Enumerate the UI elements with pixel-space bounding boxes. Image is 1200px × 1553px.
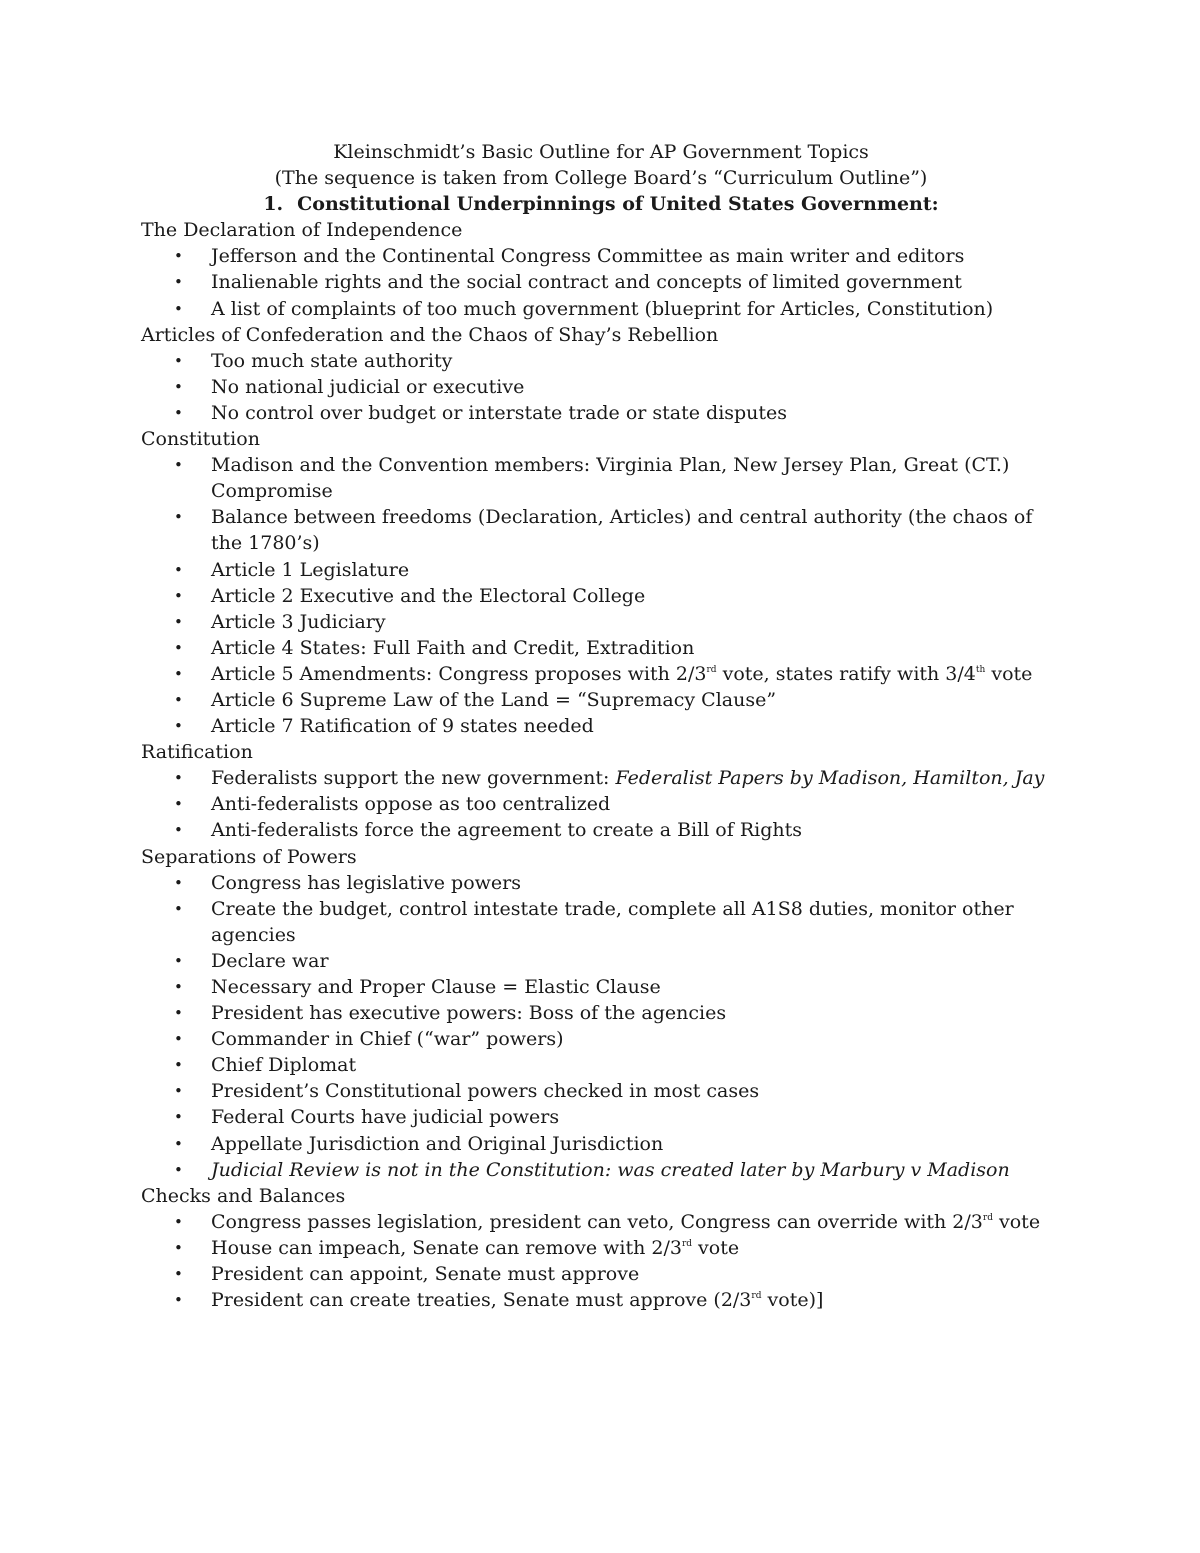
item-text: Chief Diplomat <box>211 1054 357 1077</box>
item-text: Article 7 Ratification of 9 states needed <box>211 715 594 738</box>
item-text: Article 1 Legislature <box>211 558 410 581</box>
bullet-icon: • <box>174 1212 183 1231</box>
item-text: vote <box>692 1236 740 1259</box>
unit-number: 1. <box>263 193 284 216</box>
list-item <box>141 557 1061 583</box>
bullet-icon: • <box>174 978 183 996</box>
section-title: Separations of Powers <box>141 845 357 868</box>
list-item <box>141 661 1061 687</box>
outline-section <box>141 322 1061 426</box>
list-item <box>141 1052 1061 1078</box>
bullet-icon: • <box>174 899 183 918</box>
item-text: Balance between freedoms (Declaration, Articles) and central authority (the chaos of the 1780’s) <box>211 506 1033 555</box>
list-item <box>141 583 1061 609</box>
outline-section <box>141 426 1061 739</box>
list-item <box>141 269 1061 295</box>
list-item <box>141 817 1061 843</box>
list-item <box>141 1026 1061 1052</box>
section-title: The Declaration of Independence <box>141 219 463 242</box>
outline-sections <box>141 217 1061 1313</box>
list-item <box>141 870 1061 896</box>
bullet-icon: • <box>174 717 183 736</box>
item-text: vote)] <box>761 1289 824 1312</box>
item-text: Anti-federalists oppose as too centralized <box>211 793 611 816</box>
item-text: No national judicial or executive <box>211 375 525 398</box>
item-text: Article 5 Amendments: Congress proposes with 2/3 <box>211 662 707 685</box>
bullet-icon: • <box>174 1108 183 1127</box>
bullet-icon: • <box>174 586 183 605</box>
item-text: vote <box>985 662 1033 685</box>
list-item <box>141 1209 1061 1235</box>
item-text: Judicial Review is not in the Constitution: was created later by Marbury v Madison <box>211 1158 1010 1181</box>
document-title: Kleinschmidt’s Basic Outline for AP Government Topics <box>333 141 869 163</box>
bullet-icon: • <box>174 1265 183 1284</box>
item-text: President can appoint, Senate must approve <box>211 1263 640 1286</box>
list-item <box>141 974 1061 1000</box>
list-item <box>141 1104 1061 1130</box>
bullet-icon: • <box>174 456 183 475</box>
item-text: vote <box>992 1210 1041 1233</box>
outline-section <box>141 217 1061 321</box>
bullet-icon: • <box>174 247 183 266</box>
superscript: rd <box>706 664 717 675</box>
bullet-icon: • <box>174 951 183 970</box>
item-text: Anti-federalists force the agreement to create a Bill of Rights <box>211 819 802 842</box>
list-item <box>141 609 1061 635</box>
list-item <box>141 452 1061 504</box>
document-page <box>141 139 1061 1313</box>
item-text: Create the budget, control intestate trade, complete all A1S8 duties, monitor other agencies <box>211 897 1014 946</box>
bullet-icon: • <box>174 377 183 396</box>
bullet-icon: • <box>174 1291 183 1310</box>
item-text: Article 3 Judiciary <box>211 610 386 633</box>
superscript: rd <box>982 1212 993 1223</box>
bullet-icon: • <box>174 1160 183 1179</box>
bullet-icon: • <box>174 795 183 814</box>
bullet-icon: • <box>174 351 183 370</box>
bullet-icon: • <box>174 1056 183 1075</box>
item-text: President can create treaties, Senate must approve (2/3 <box>211 1289 752 1312</box>
list-item <box>141 243 1061 269</box>
item-text: President’s Constitutional powers checked in most cases <box>211 1080 760 1103</box>
item-text: Article 2 Executive and the Electoral College <box>211 584 646 607</box>
bullet-icon: • <box>174 769 183 788</box>
list-item <box>141 1131 1061 1157</box>
list-item <box>141 1157 1061 1183</box>
list-item <box>141 1261 1061 1287</box>
bullet-icon: • <box>174 508 183 527</box>
item-text: Federal Courts have judicial powers <box>211 1106 560 1129</box>
unit-title: Constitutional Underpinnings of United States Government: <box>297 193 939 216</box>
outline-section <box>141 844 1061 1183</box>
list-item <box>141 374 1061 400</box>
bullet-icon: • <box>174 1004 183 1023</box>
list-item <box>141 1000 1061 1026</box>
item-text: Madison and the Convention members: Virginia Plan, New Jersey Plan, Great (CT.) Compromise <box>211 454 1010 503</box>
list-item <box>141 400 1061 426</box>
bullet-list <box>141 1209 1061 1313</box>
bullet-icon: • <box>174 273 183 292</box>
superscript: th <box>975 664 986 675</box>
section-title: Constitution <box>141 428 260 451</box>
item-text: Jefferson and the Continental Congress Committee as main writer and editors <box>211 245 965 268</box>
list-item <box>141 1235 1061 1261</box>
bullet-icon: • <box>174 612 183 631</box>
item-text: President has executive powers: Boss of the agencies <box>211 1002 727 1025</box>
bullet-list <box>141 870 1061 1183</box>
list-item <box>141 713 1061 739</box>
document-header <box>141 139 1061 217</box>
bullet-icon: • <box>174 821 183 840</box>
bullet-icon: • <box>174 1134 183 1153</box>
bullet-icon: • <box>174 690 183 709</box>
bullet-icon: • <box>174 664 183 683</box>
item-text: Article 4 States: Full Faith and Credit, Extradition <box>211 636 695 659</box>
bullet-icon: • <box>174 1082 183 1101</box>
list-item <box>141 1078 1061 1104</box>
bullet-icon: • <box>174 403 183 422</box>
item-text: Declare war <box>211 949 329 972</box>
bullet-icon: • <box>174 873 183 892</box>
outline-section <box>141 1183 1061 1313</box>
list-item <box>141 765 1061 791</box>
item-text: vote, states ratify with 3/4 <box>716 662 976 685</box>
bullet-icon: • <box>174 1238 183 1257</box>
bullet-list <box>141 452 1061 739</box>
item-text: House can impeach, Senate can remove with 2/3 <box>211 1236 682 1259</box>
outline-section <box>141 739 1061 843</box>
superscript: rd <box>751 1291 762 1302</box>
superscript: rd <box>681 1238 693 1249</box>
list-item <box>141 896 1061 948</box>
item-text: Inalienable rights and the social contract and concepts of limited government <box>211 271 962 294</box>
unit-heading <box>141 191 1061 217</box>
list-item <box>141 687 1061 713</box>
bullet-icon: • <box>174 560 183 579</box>
bullet-icon: • <box>174 638 183 657</box>
list-item <box>141 948 1061 974</box>
item-text: Federalist Papers by Madison, Hamilton, Jay <box>615 767 1045 790</box>
item-text: Too much state authority <box>211 349 453 372</box>
item-text: Federalists support the new government: <box>211 767 616 790</box>
list-item <box>141 635 1061 661</box>
bullet-list <box>141 348 1061 426</box>
bullet-list <box>141 765 1061 843</box>
item-text: Necessary and Proper Clause = Elastic Clause <box>211 976 661 998</box>
item-text: Congress passes legislation, president can veto, Congress can override with 2/3 <box>211 1210 983 1233</box>
list-item <box>141 791 1061 817</box>
list-item <box>141 348 1061 374</box>
section-title: Ratification <box>141 741 253 764</box>
item-text: Congress has legislative powers <box>211 871 521 894</box>
list-item <box>141 296 1061 322</box>
bullet-icon: • <box>174 1030 183 1049</box>
item-text: No control over budget or interstate trade or state disputes <box>211 401 788 424</box>
document-subtitle: (The sequence is taken from College Board’s “Curriculum Outline”) <box>274 167 928 190</box>
section-title: Checks and Balances <box>141 1184 346 1207</box>
item-text: Article 6 Supreme Law of the Land = “Supremacy Clause” <box>211 688 777 711</box>
bullet-list <box>141 243 1061 321</box>
item-text: A list of complaints of too much government (blueprint for Articles, Constitution) <box>211 297 994 320</box>
list-item <box>141 1287 1061 1313</box>
bullet-icon: • <box>174 299 183 318</box>
list-item <box>141 504 1061 556</box>
item-text: Appellate Jurisdiction and Original Jurisdiction <box>211 1132 664 1155</box>
section-title: Articles of Confederation and the Chaos of Shay’s Rebellion <box>141 323 719 346</box>
item-text: Commander in Chief (“war” powers) <box>211 1028 564 1051</box>
